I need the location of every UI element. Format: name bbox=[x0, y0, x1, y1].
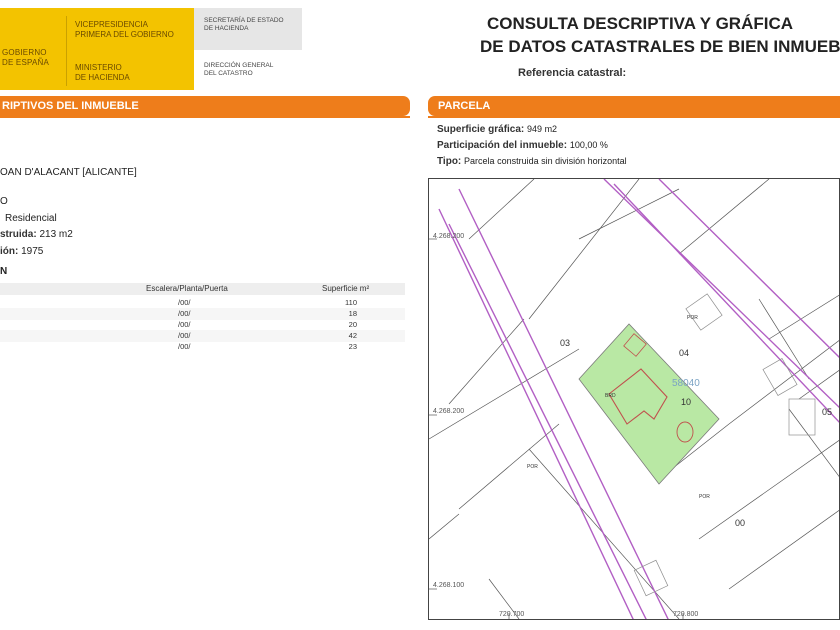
row-planta: /00/ bbox=[178, 331, 191, 340]
header-superficie: Superficie m² bbox=[322, 284, 370, 293]
table-row bbox=[0, 341, 405, 353]
participacion-row bbox=[437, 140, 608, 151]
row-planta: /00/ bbox=[178, 298, 191, 307]
coord-y-label: 4.268.100 bbox=[433, 582, 465, 589]
clase-text: O bbox=[0, 196, 8, 207]
row-superficie: 20 bbox=[348, 320, 357, 329]
participacion-value: 100,00 % bbox=[569, 140, 608, 150]
gobierno-label: GOBIERNO DE ESPAÑA bbox=[2, 48, 49, 67]
left-bar-underline bbox=[0, 116, 410, 118]
parcel-05-label: 05 bbox=[822, 407, 833, 417]
location-text: OAN D'ALACANT [ALICANTE] bbox=[0, 167, 137, 178]
government-logo bbox=[0, 8, 194, 90]
row-superficie: 23 bbox=[348, 342, 357, 351]
superficie-grafica-row bbox=[437, 124, 557, 135]
superficie-construida-label: struida: bbox=[0, 229, 37, 240]
parcel-00-label: 00 bbox=[735, 518, 746, 528]
highlighted-parcel bbox=[579, 324, 719, 484]
row-superficie: 42 bbox=[348, 331, 357, 340]
tipo-label: Tipo: bbox=[437, 156, 462, 167]
tipo-row bbox=[437, 156, 627, 167]
coord-x-label: 720.800 bbox=[673, 611, 699, 618]
datos-descriptivos-bar: RIPTIVOS DEL INMUEBLE bbox=[0, 96, 410, 116]
coord-x-label: 720.700 bbox=[499, 611, 525, 618]
block-reference-label: 58040 bbox=[672, 378, 700, 389]
secretaria-label: SECRETARÍA DE ESTADO DE HACIENDA bbox=[204, 17, 284, 32]
cadastral-map[interactable] bbox=[428, 178, 840, 620]
construccion-section-title: N bbox=[0, 266, 8, 277]
uso-value: Residencial bbox=[5, 213, 57, 224]
superficie-construida-value: 213 m2 bbox=[39, 229, 73, 240]
page-title bbox=[440, 12, 840, 58]
coord-y-label: 4.268.200 bbox=[433, 233, 465, 240]
map-drawing bbox=[429, 179, 840, 620]
right-bar-underline bbox=[428, 116, 840, 118]
map-small-label: POR bbox=[687, 315, 698, 321]
direccion-label: DIRECCIÓN GENERAL DEL CATASTRO bbox=[204, 62, 274, 77]
row-superficie: 110 bbox=[345, 298, 357, 307]
vicepresidencia-label: VICEPRESIDENCIA PRIMERA DEL GOBIERNO bbox=[75, 20, 174, 39]
row-planta: /00/ bbox=[178, 320, 191, 329]
anio-construccion-label: ión: bbox=[0, 246, 19, 257]
parcela-bar: PARCELA bbox=[428, 96, 840, 116]
superficie-construida-row bbox=[0, 229, 73, 240]
row-superficie: 18 bbox=[348, 309, 357, 318]
row-planta: /00/ bbox=[178, 342, 191, 351]
header-planta: Escalera/Planta/Puerta bbox=[146, 284, 228, 293]
referencia-catastral-label: Referencia catastral: bbox=[518, 67, 627, 79]
secretaria-block bbox=[194, 8, 302, 50]
participacion-label: Participación del inmueble: bbox=[437, 140, 568, 151]
row-planta: /00/ bbox=[178, 309, 191, 318]
table-header bbox=[0, 283, 405, 295]
superficie-grafica-value: 949 m2 bbox=[527, 124, 558, 134]
map-small-label: POR bbox=[699, 494, 710, 500]
title-line-1: CONSULTA DESCRIPTIVA Y GRÁFICA bbox=[486, 14, 794, 33]
parcel-10-label: 10 bbox=[681, 397, 692, 407]
map-small-label: BRD bbox=[605, 393, 616, 399]
title-line-2: DE DATOS CATASTRALES DE BIEN INMUEB bbox=[480, 37, 840, 56]
anio-construccion-value: 1975 bbox=[21, 246, 44, 257]
anio-construccion-row bbox=[0, 246, 43, 257]
superficie-grafica-label: Superficie gráfica: bbox=[437, 124, 525, 135]
map-small-label: POR bbox=[527, 464, 538, 470]
tipo-value: Parcela construida sin división horizontal bbox=[464, 156, 627, 166]
parcel-04-label: 04 bbox=[679, 348, 690, 358]
parcel-03-label: 03 bbox=[560, 338, 571, 348]
logo-divider bbox=[66, 16, 67, 86]
ministerio-label: MINISTERIO DE HACIENDA bbox=[75, 63, 130, 82]
coord-y-label: 4.268.200 bbox=[433, 408, 465, 415]
